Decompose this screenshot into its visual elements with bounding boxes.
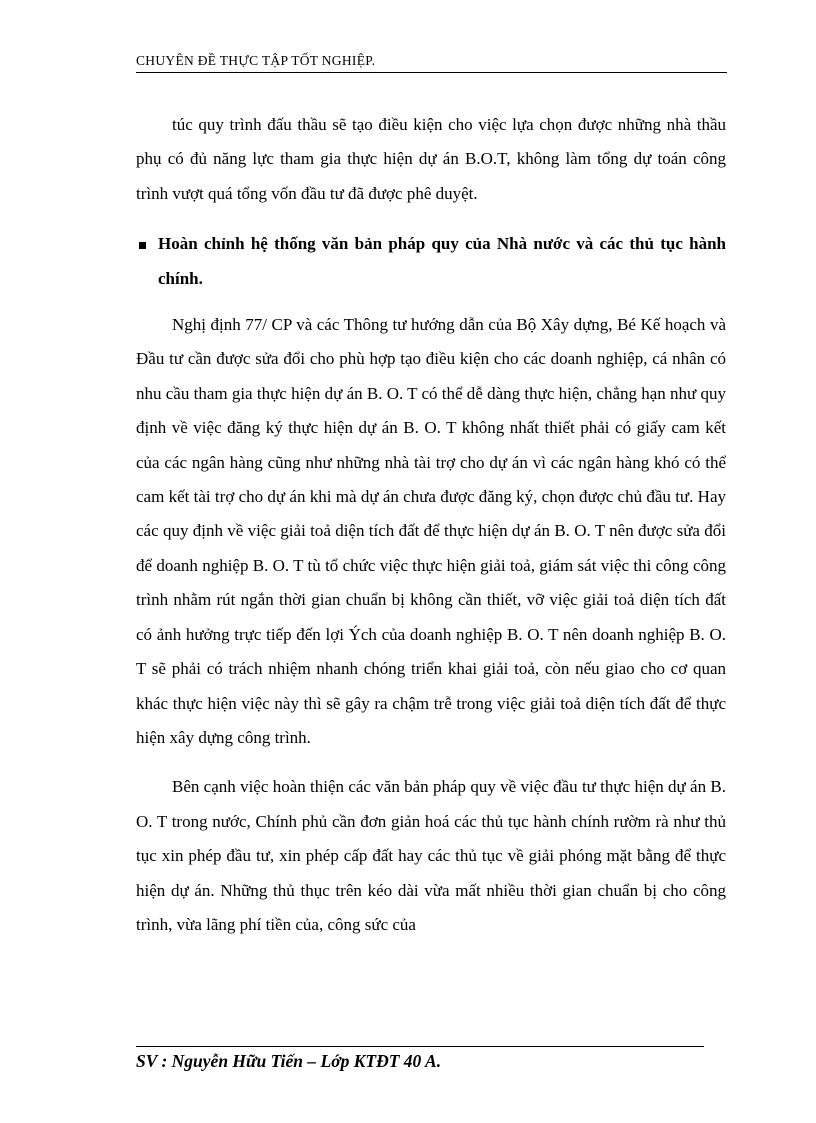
page-footer: SV : Nguyễn Hữu Tiến – Lớp KTĐT 40 A. [136, 1051, 442, 1071]
document-body [136, 108, 726, 942]
square-bullet-icon [139, 242, 146, 249]
footer-divider [136, 1046, 704, 1047]
bullet-heading: Hoàn chỉnh hệ thống văn bản pháp quy của Nhà nước và các thủ tục hành chính. [158, 234, 726, 288]
paragraph-3: Bên cạnh việc hoàn thiện các văn bản pháp quy về việc đầu tư thực hiện dự án B. O. T trong nước, Chính phủ cần đơn giản hoá các thủ tục hành chính rườm rà như thủ tục xin phép đầu tư, xin phép cấp đất hay các thủ tục về giải phóng mặt bằng để thực hiện dự án. Những thủ thục trên kéo dài vừa mất nhiều thời gian chuẩn bị cho công trình, vừa lãng phí tiền của, công sức của [136, 777, 726, 934]
page-header: CHUYÊN ĐỀ THỰC TẬP TỐT NGHIỆP. [136, 53, 376, 68]
paragraph-2: Nghị định 77/ CP và các Thông tư hướng dẫn của Bộ Xây dựng, Bé Kế hoạch và Đầu tư cần được sửa đổi cho phù hợp tạo điều kiện cho các doanh nghiệp, cá nhân có nhu cầu tham gia thực hiện dự án B. O. T có thể dễ dàng thực hiện, chẳng hạn như quy định về việc đăng ký thực hiện dự án B. O. T không nhất thiết phải có giấy cam kết của các ngân hàng cũng như những nhà tài trợ cho dự án vì các ngân hàng khó có thể cam kết tài trợ cho dự án khi mà dự án chưa được đăng ký, chọn được chủ đầu tư. Hay các quy định về việc giải toả diện tích đất để thực hiện dự án B. O. T nên được sửa đổi để doanh nghiệp B. O. T tù tổ chức việc thực hiện giải toả, giám sát việc thi công công trình nhằm rút ngắn thời gian chuẩn bị không cần thiết, vỡ việc giải toả diện tích đất có ảnh hưởng trực tiếp đến lợi Ých của doanh nghiệp B. O. T nên doanh nghiệp B. O. T sẽ phải có trách nhiệm nhanh chóng triển khai giải toả, còn nếu giao cho cơ quan khác thực hiện việc này thì sẽ gây ra chậm trễ trong việc giải toả diện tích đất để thực hiện xây dựng công trình. [136, 315, 727, 747]
paragraph-1: túc quy trình đấu thầu sẽ tạo điều kiện cho việc lựa chọn được những nhà thầu phụ có đủ năng lực tham gia thực hiện dự án B.O.T, không làm tổng dự toán công trình vượt quá tổng vốn đầu tư đã được phê duyệt. [136, 115, 726, 203]
header-divider [136, 72, 727, 73]
bullet-item [136, 227, 726, 296]
